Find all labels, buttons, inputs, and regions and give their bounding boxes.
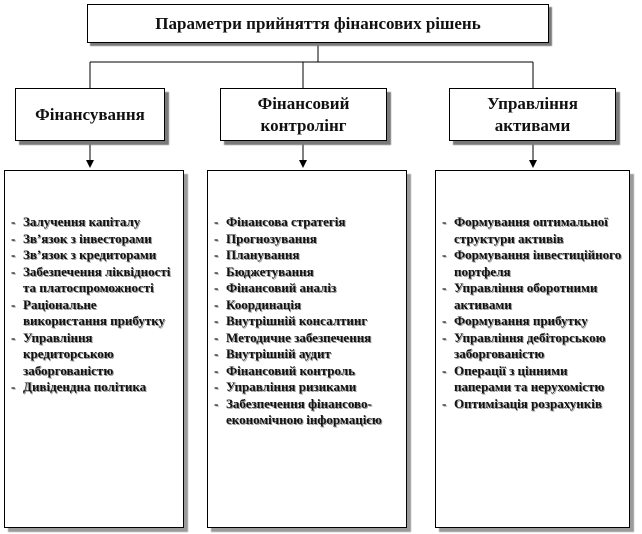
heading-controlling-line-1: Фінансовий — [257, 93, 350, 113]
heading-assets-line-1: Управління — [487, 93, 578, 113]
arrowhead-1 — [86, 160, 94, 168]
list-item: - Зв’язок з інвесторами — [11, 231, 179, 248]
heading-financing-text: Фінансування — [35, 104, 145, 124]
list-item: - Формування прибутку — [442, 313, 625, 330]
list-item: - Управління ризиками — [214, 379, 402, 396]
list-item: - Формування оптимальної структури активів — [442, 214, 625, 247]
list-item: - Залучення капіталу — [11, 214, 179, 231]
list-item: - Планування — [214, 247, 402, 264]
list-item: - Оптимізація розрахунків — [442, 396, 625, 413]
arrowhead-2 — [299, 160, 307, 168]
list-item: - Раціональне використання прибутку — [11, 297, 179, 330]
list-item: - Управління дебіторською заборгованістю — [442, 330, 625, 363]
panel-asset-management — [435, 170, 630, 528]
list-item: - Забезпечення фінансово-економічною інформацією — [214, 396, 402, 429]
list-item: - Прогнозування — [214, 231, 402, 248]
list-item: - Забезпечення ліквідності та платоспроможності — [11, 264, 179, 297]
heading-financial-controlling — [220, 88, 387, 141]
diagram-title: Параметри прийняття фінансових рішень — [87, 4, 549, 43]
list-item: - Формування інвестиційного портфеля — [442, 247, 625, 280]
list-item: - Фінансовий аналіз — [214, 280, 402, 297]
list-item: - Методичне забезпечення — [214, 330, 402, 347]
assets-list — [442, 214, 625, 412]
list-item: - Фінансовий контроль — [214, 363, 402, 380]
list-item: - Координація — [214, 297, 402, 314]
list-item: - Внутрішній консалтинг — [214, 313, 402, 330]
heading-controlling-line-2: контролінг — [260, 115, 347, 135]
arrowhead-3 — [529, 160, 537, 168]
heading-asset-management — [449, 88, 616, 141]
list-item: - Зв’язок з кредиторами — [11, 247, 179, 264]
panel-financial-controlling — [207, 170, 407, 528]
list-item: - Операції з цінними паперами та нерухомістю — [442, 363, 625, 396]
list-item: - Фінансова стратегія — [214, 214, 402, 231]
panel-financing — [4, 170, 184, 528]
heading-financing — [15, 88, 165, 141]
heading-assets-line-2: активами — [494, 115, 571, 135]
list-item: - Бюджетування — [214, 264, 402, 281]
list-item: - Дивідендна політика — [11, 379, 179, 396]
financing-list — [11, 214, 179, 396]
list-item: - Внутрішній аудит — [214, 346, 402, 363]
controlling-list — [214, 214, 402, 429]
list-item: - Управління кредиторською заборгованістю — [11, 330, 179, 380]
list-item: - Управління оборотними активами — [442, 280, 625, 313]
